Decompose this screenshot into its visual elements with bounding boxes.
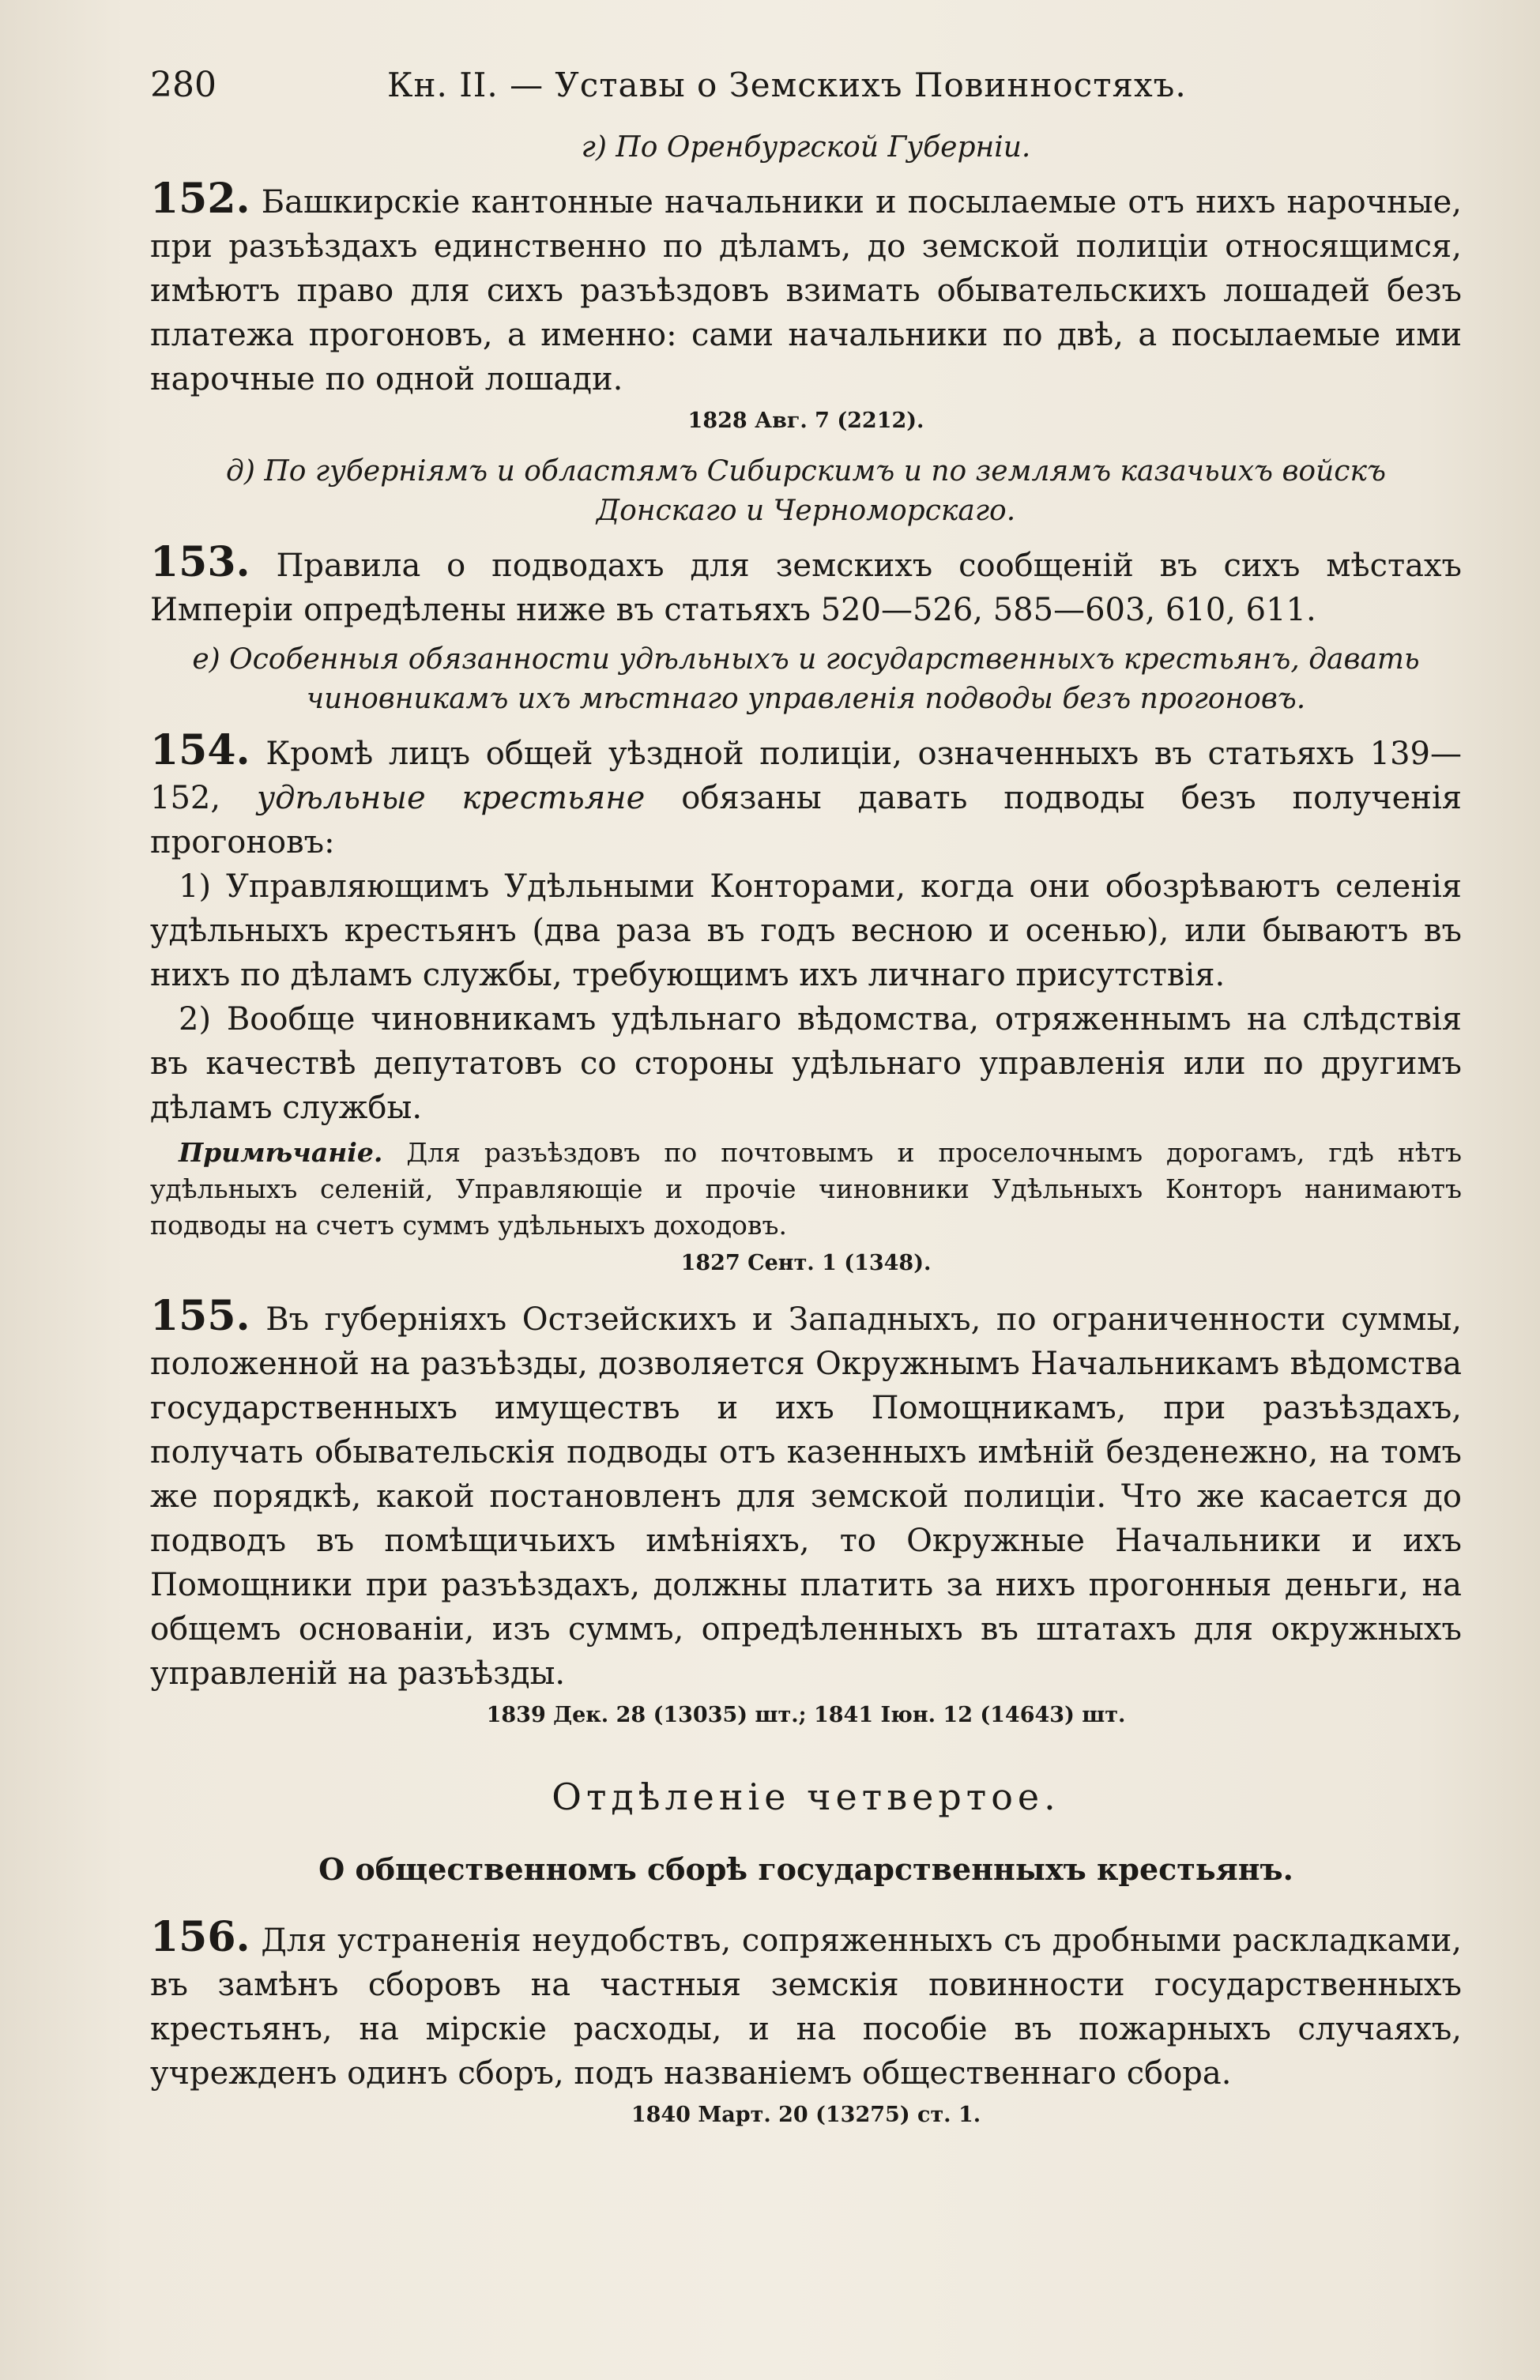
article-154-item-2: 2) Вообще чиновникамъ удѣльнаго вѣдомства, отряженнымъ на слѣдствія въ качествѣ депутатовъ со стороны удѣльнаго управленія или по другимъ дѣламъ службы. [150,1001,1462,1126]
running-title: Кн. II. — Уставы о Земскихъ Повинностяхъ. [387,66,1187,104]
section-title: Отдѣленіе четвертое. [552,1776,1060,1818]
citation-155: 1839 Дек. 28 (13035) шт.; 1841 Іюн. 12 (14643) шт. [486,1703,1126,1727]
article-emphasis: удѣльные крестьяне [256,780,646,816]
article-text: Башкирскіе кантонные начальники и посылаемые отъ нихъ нарочные, при разъѣздахъ единственно по дѣламъ, до земской полиціи относящимся, имѣютъ право для сихъ разъѣздовъ взимать обывательскихъ лошадей безъ платежа прогоновъ, а именно: сами начальники по двѣ, а посылаемые ими нарочные по одной лошади. [150,184,1462,397]
article-152 [150,177,1462,401]
article-154-note [150,1135,1462,1244]
article-number: 153. [150,538,250,586]
article-number: 154. [150,726,250,774]
article-number: 155. [150,1292,250,1340]
article-text: Кромѣ лицъ общей уѣздной полиціи, означенныхъ въ статьяхъ 139—152, [150,736,1463,816]
article-153 [150,540,1462,632]
article-text: Въ губерніяхъ Остзейскихъ и Западныхъ, по ограниченности суммы, положенной на разъѣзды, дозволяется Окружнымъ Начальникамъ вѣдомства государственныхъ имуществъ и ихъ Помощникамъ, при разъѣздахъ, получать обывательскія подводы отъ казенныхъ имѣній безденежно, на томъ же порядкѣ, какой постановленъ для земской полиціи. Что же касается до подводъ въ помѣщичьихъ имѣніяхъ, то Окружные Начальники и ихъ Помощники при разъѣздахъ, должны платить за нихъ прогонныя деньги, на общемъ основаніи, изъ суммъ, опредѣленныхъ въ штатахъ для окружныхъ управленій на разъѣзды. [150,1301,1463,1692]
article-number: 156. [150,1913,250,1961]
article-text: Для устраненія неудобствъ, сопряженныхъ съ дробными раскладками, въ замѣнъ сборовъ на частныя земскія повинности государственныхъ крестьянъ, на мірскіе расходы, и на пособіе въ пожарныхъ случаяхъ, учрежденъ одинъ сборъ, подъ названіемъ общественнаго сбора. [150,1922,1462,2092]
citation-152: 1828 Авг. 7 (2212). [687,409,924,433]
note-text: Для разъѣздовъ по почтовымъ и проселочнымъ дорогамъ, гдѣ нѣтъ удѣльныхъ селеній, Управляющіе и прочіе чиновники Удѣльныхъ Конторъ нанимаютъ подводы на счетъ суммъ удѣльныхъ доходовъ. [150,1137,1462,1241]
page-header [150,63,1462,107]
article-154 [150,726,1463,864]
citation-156: 1840 Март. 20 (13275) ст. 1. [631,2103,981,2127]
citation-154: 1827 Сент. 1 (1348). [680,1251,932,1275]
subheading-peasants: е) Особенныя обязанности удѣльныхъ и государственныхъ крестьянъ, давать чиновникамъ ихъ мѣстнаго управленія подводы безъ прогоновъ. [192,643,1420,715]
article-text: Правила о подводахъ для земскихъ сообщеній въ сихъ мѣстахъ Имперіи опредѣлены ниже въ статьяхъ 520—526, 585—603, 610, 611. [150,548,1462,628]
subheading-siberia: д) По губерніямъ и областямъ Сибирскимъ и по землямъ казачьихъ войскъ Донскаго и Черноморскаго. [226,455,1386,527]
subheading-orenburg: г) По Оренбургской Губерніи. [581,131,1031,164]
page-number: 280 [150,65,217,105]
article-154-item-1: 1) Управляющимъ Удѣльными Конторами, когда они обозрѣваютъ селенія удѣльныхъ крестьянъ (два раза въ годъ весною и осенью), или бываютъ въ нихъ по дѣламъ службы, требующимъ ихъ личнаго присутствія. [150,868,1462,993]
note-label: Примѣчаніе. [179,1137,383,1168]
article-text: обязаны давать подводы безъ полученія прогоновъ: [150,780,1462,860]
article-number: 152. [150,175,250,223]
page-text [150,63,1462,2146]
article-155 [150,1294,1462,1696]
section-subtitle: О общественномъ сборѣ государственныхъ крестьянъ. [318,1851,1293,1887]
article-156 [150,1915,1462,2096]
